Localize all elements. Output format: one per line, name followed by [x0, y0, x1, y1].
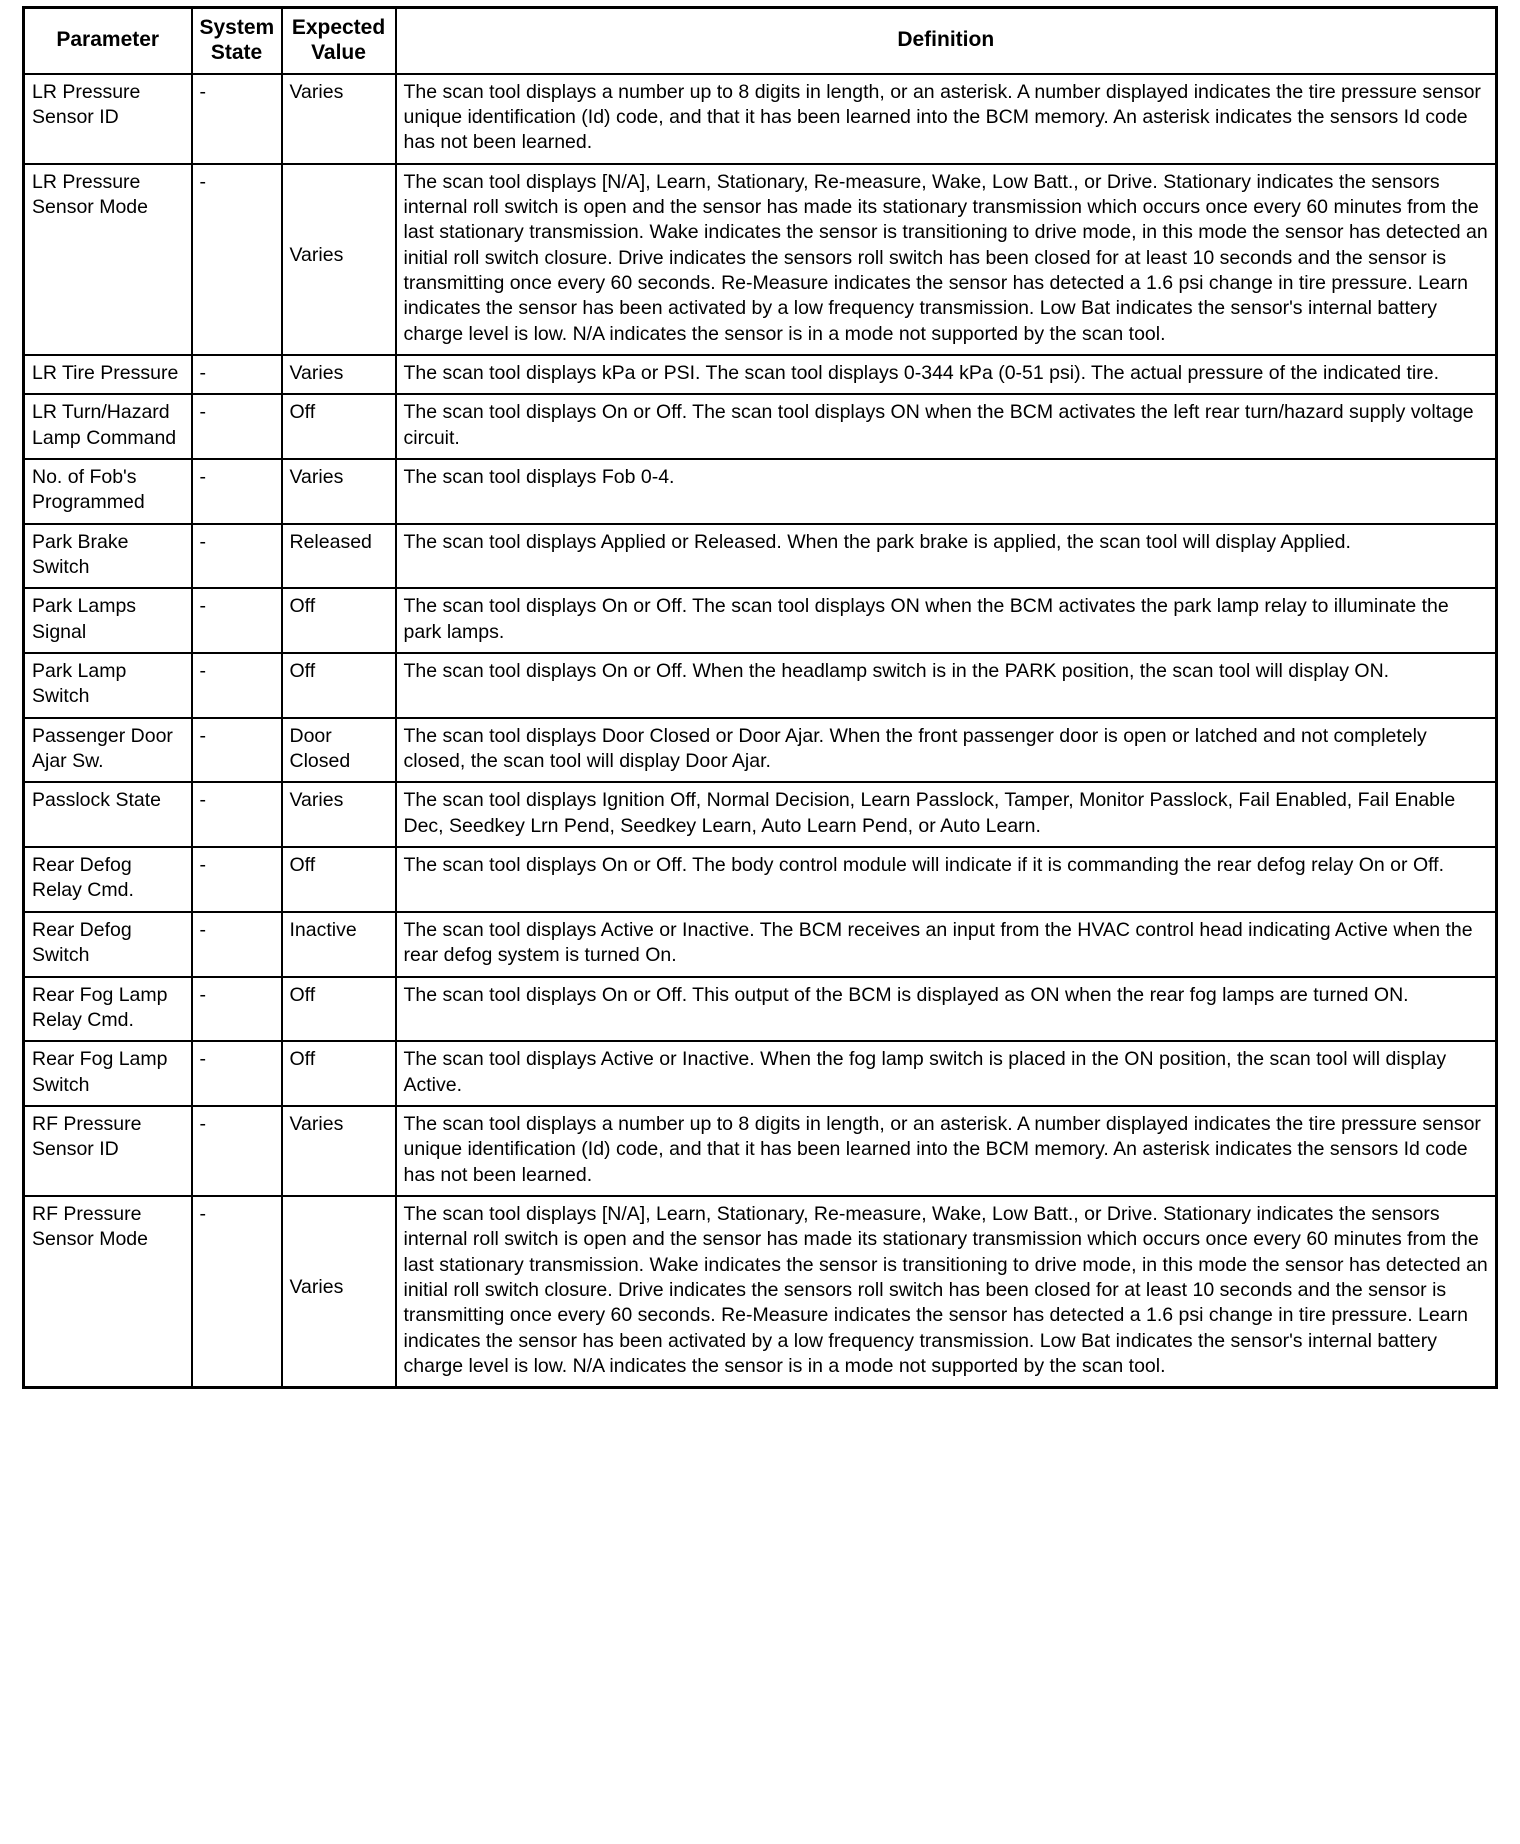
cell-definition: The scan tool displays On or Off. The body control module will indicate if it is commanding the rear defog relay On or Off.	[396, 847, 1497, 912]
cell-expected-value: Varies	[282, 164, 396, 355]
cell-system-state: -	[192, 588, 282, 653]
cell-expected-value: Varies	[282, 74, 396, 164]
cell-parameter: LR Turn/Hazard Lamp Command	[24, 394, 192, 459]
cell-definition: The scan tool displays [N/A], Learn, Stationary, Re-measure, Wake, Low Batt., or Drive. Stationary indicates the sensors internal roll switch is open and the sensor has made its stationary transmission which occurs once every 60 minutes from the last stationary transmission. Wake indicates the sensor is transitioning to drive mode, in this mode the sensor has detected an initial roll switch closure. Drive indicates the sensors roll switch has been closed for at least 10 seconds and the sensor is transmitting once every 60 seconds. Re-Measure indicates the sensor has detected a 1.6 psi change in tire pressure. Learn indicates the sensor has been activated by a low frequency transmission. Low Bat indicates the sensor's internal battery charge level is low. N/A indicates the sensor is in a mode not supported by the scan tool.	[396, 1196, 1497, 1388]
table-row	[24, 1106, 1497, 1196]
table-row	[24, 977, 1497, 1042]
cell-definition: The scan tool displays a number up to 8 digits in length, or an asterisk. A number displayed indicates the tire pressure sensor unique identification (Id) code, and that it has been learned into the BCM memory. An asterisk indicates the sensors Id code has not been learned.	[396, 74, 1497, 164]
cell-parameter: Passenger Door Ajar Sw.	[24, 718, 192, 783]
cell-system-state: -	[192, 1106, 282, 1196]
cell-definition: The scan tool displays On or Off. The scan tool displays ON when the BCM activates the park lamp relay to illuminate the park lamps.	[396, 588, 1497, 653]
cell-parameter: RF Pressure Sensor Mode	[24, 1196, 192, 1388]
table-header	[24, 8, 1497, 74]
cell-parameter: Rear Defog Relay Cmd.	[24, 847, 192, 912]
cell-expected-value: Varies	[282, 1196, 396, 1388]
cell-parameter: Rear Fog Lamp Relay Cmd.	[24, 977, 192, 1042]
parameter-definition-table	[22, 6, 1498, 1389]
cell-system-state: -	[192, 164, 282, 355]
table-row	[24, 653, 1497, 718]
cell-system-state: -	[192, 394, 282, 459]
cell-system-state: -	[192, 1041, 282, 1106]
cell-expected-value: Off	[282, 1041, 396, 1106]
column-header-definition: Definition	[396, 8, 1497, 74]
table-row	[24, 74, 1497, 164]
table-row	[24, 524, 1497, 589]
table-row	[24, 355, 1497, 394]
cell-definition: The scan tool displays Applied or Released. When the park brake is applied, the scan tool will display Applied.	[396, 524, 1497, 589]
cell-expected-value: Off	[282, 977, 396, 1042]
cell-definition: The scan tool displays [N/A], Learn, Stationary, Re-measure, Wake, Low Batt., or Drive. Stationary indicates the sensors internal roll switch is open and the sensor has made its stationary transmission which occurs once every 60 minutes from the last stationary transmission. Wake indicates the sensor is transitioning to drive mode, in this mode the sensor has detected an initial roll switch closure. Drive indicates the sensors roll switch has been closed for at least 10 seconds and the sensor is transmitting once every 60 seconds. Re-Measure indicates the sensor has detected a 1.6 psi change in tire pressure. Learn indicates the sensor has been activated by a low frequency transmission. Low Bat indicates the sensor's internal battery charge level is low. N/A indicates the sensor is in a mode not supported by the scan tool.	[396, 164, 1497, 355]
cell-system-state: -	[192, 1196, 282, 1388]
cell-expected-value: Varies	[282, 355, 396, 394]
cell-definition: The scan tool displays Door Closed or Door Ajar. When the front passenger door is open or latched and not completely closed, the scan tool will display Door Ajar.	[396, 718, 1497, 783]
cell-system-state: -	[192, 355, 282, 394]
cell-definition: The scan tool displays On or Off. This output of the BCM is displayed as ON when the rear fog lamps are turned ON.	[396, 977, 1497, 1042]
cell-system-state: -	[192, 653, 282, 718]
cell-system-state: -	[192, 74, 282, 164]
table-row	[24, 718, 1497, 783]
table-row	[24, 588, 1497, 653]
cell-parameter: Rear Fog Lamp Switch	[24, 1041, 192, 1106]
cell-definition: The scan tool displays Fob 0-4.	[396, 459, 1497, 524]
cell-definition: The scan tool displays Active or Inactive. The BCM receives an input from the HVAC control head indicating Active when the rear defog system is turned On.	[396, 912, 1497, 977]
table-row	[24, 164, 1497, 355]
cell-system-state: -	[192, 912, 282, 977]
cell-parameter: LR Tire Pressure	[24, 355, 192, 394]
column-header-parameter: Parameter	[24, 8, 192, 74]
table-row	[24, 1196, 1497, 1388]
cell-parameter: Rear Defog Switch	[24, 912, 192, 977]
cell-parameter: RF Pressure Sensor ID	[24, 1106, 192, 1196]
cell-system-state: -	[192, 524, 282, 589]
table-row	[24, 847, 1497, 912]
cell-parameter: No. of Fob's Programmed	[24, 459, 192, 524]
cell-expected-value: Varies	[282, 459, 396, 524]
cell-parameter: Park Lamps Signal	[24, 588, 192, 653]
cell-definition: The scan tool displays On or Off. When the headlamp switch is in the PARK position, the scan tool will display ON.	[396, 653, 1497, 718]
cell-expected-value: Varies	[282, 1106, 396, 1196]
cell-parameter: Park Lamp Switch	[24, 653, 192, 718]
column-header-expected-value: Expected Value	[282, 8, 396, 74]
cell-expected-value: Door Closed	[282, 718, 396, 783]
table-row	[24, 394, 1497, 459]
cell-parameter: LR Pressure Sensor Mode	[24, 164, 192, 355]
table-row	[24, 782, 1497, 847]
cell-expected-value: Off	[282, 394, 396, 459]
cell-expected-value: Off	[282, 847, 396, 912]
table-row	[24, 459, 1497, 524]
cell-expected-value: Off	[282, 588, 396, 653]
table-body	[24, 74, 1497, 1388]
cell-expected-value: Released	[282, 524, 396, 589]
cell-system-state: -	[192, 782, 282, 847]
cell-expected-value: Off	[282, 653, 396, 718]
cell-expected-value: Inactive	[282, 912, 396, 977]
cell-parameter: Passlock State	[24, 782, 192, 847]
cell-system-state: -	[192, 847, 282, 912]
cell-definition: The scan tool displays Ignition Off, Normal Decision, Learn Passlock, Tamper, Monitor Passlock, Fail Enabled, Fail Enable Dec, Seedkey Lrn Pend, Seedkey Learn, Auto Learn Pend, or Auto Learn.	[396, 782, 1497, 847]
column-header-system-state: System State	[192, 8, 282, 74]
cell-definition: The scan tool displays Active or Inactive. When the fog lamp switch is placed in the ON position, the scan tool will display Active.	[396, 1041, 1497, 1106]
cell-expected-value: Varies	[282, 782, 396, 847]
cell-definition: The scan tool displays On or Off. The scan tool displays ON when the BCM activates the left rear turn/hazard supply voltage circuit.	[396, 394, 1497, 459]
cell-definition: The scan tool displays kPa or PSI. The scan tool displays 0-344 kPa (0-51 psi). The actual pressure of the indicated tire.	[396, 355, 1497, 394]
cell-system-state: -	[192, 459, 282, 524]
cell-system-state: -	[192, 718, 282, 783]
cell-definition: The scan tool displays a number up to 8 digits in length, or an asterisk. A number displayed indicates the tire pressure sensor unique identification (Id) code, and that it has been learned into the BCM memory. An asterisk indicates the sensors Id code has not been learned.	[396, 1106, 1497, 1196]
table-row	[24, 1041, 1497, 1106]
table-header-row	[24, 8, 1497, 74]
cell-parameter: Park Brake Switch	[24, 524, 192, 589]
cell-system-state: -	[192, 977, 282, 1042]
table-row	[24, 912, 1497, 977]
cell-parameter: LR Pressure Sensor ID	[24, 74, 192, 164]
